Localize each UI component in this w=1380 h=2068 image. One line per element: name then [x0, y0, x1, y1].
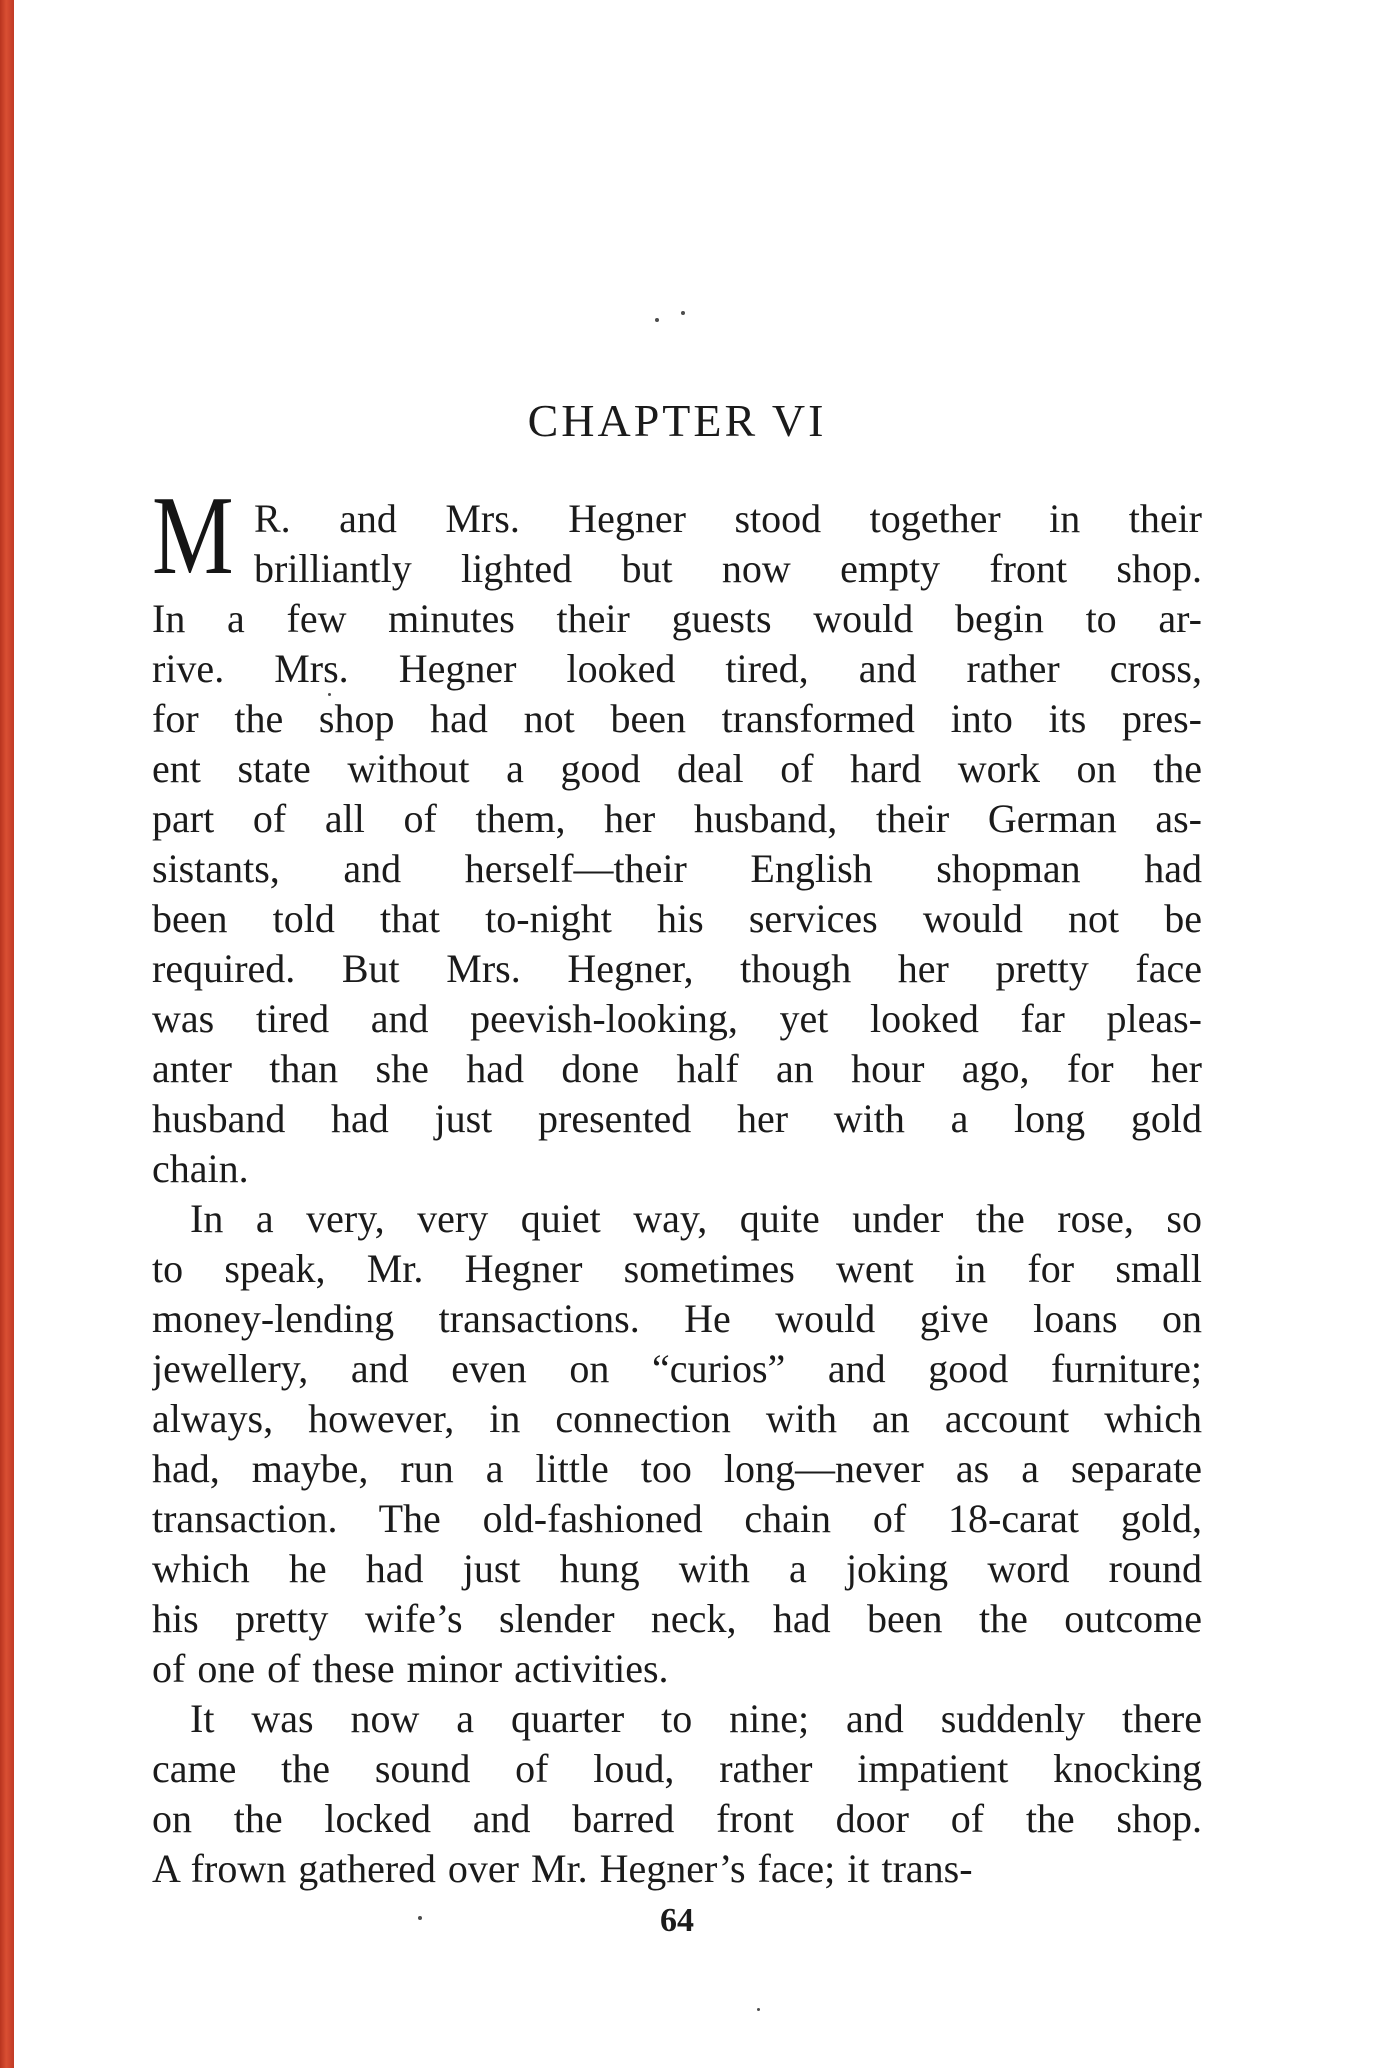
- text-line: In a few minutes their guests would begin to ar-: [152, 596, 1202, 641]
- text-line: was tired and peevish-looking, yet looked far pleas-: [152, 996, 1202, 1041]
- text-line: money-lending transactions. He would give loans on: [152, 1296, 1202, 1341]
- scan-speck: [757, 2008, 760, 2011]
- scan-speck: [328, 693, 331, 696]
- text-line: sistants, and herself—their English shopman had: [152, 846, 1202, 891]
- text-line: came the sound of loud, rather impatient knocking: [152, 1746, 1202, 1791]
- text-line: It was now a quarter to nine; and suddenly there: [190, 1696, 1202, 1741]
- scan-speck: [655, 318, 659, 322]
- text-line: always, however, in connection with an account which: [152, 1396, 1202, 1441]
- book-edge-strip: [0, 0, 14, 2068]
- scan-speck: [681, 311, 685, 315]
- text-line: jewellery, and even on “curios” and good furniture;: [152, 1346, 1202, 1391]
- text-line: husband had just presented her with a long gold: [152, 1096, 1202, 1141]
- scan-speck: [418, 1916, 422, 1920]
- text-line: In a very, very quiet way, quite under the rose, so: [190, 1196, 1202, 1241]
- text-line: brilliantly lighted but now empty front shop.: [254, 546, 1202, 591]
- text-line: chain.: [152, 1146, 249, 1191]
- text-line: rive. Mrs. Hegner looked tired, and rather cross,: [152, 646, 1202, 691]
- text-line: ent state without a good deal of hard work on the: [152, 746, 1202, 791]
- text-line: had, maybe, run a little too long—never as a separate: [152, 1446, 1202, 1491]
- text-line: part of all of them, her husband, their German as-: [152, 796, 1202, 841]
- text-line: of one of these minor activities.: [152, 1646, 669, 1691]
- text-line: A frown gathered over Mr. Hegner’s face; it trans-: [152, 1846, 973, 1891]
- text-line: on the locked and barred front door of the shop.: [152, 1796, 1202, 1841]
- chapter-heading: CHAPTER VI: [527, 395, 827, 446]
- text-line: for the shop had not been transformed into its pres-: [152, 696, 1202, 741]
- text-line: required. But Mrs. Hegner, though her pretty face: [152, 946, 1202, 991]
- text-line: R. and Mrs. Hegner stood together in their: [254, 496, 1202, 541]
- body-text-column: [152, 474, 1202, 1894]
- text-line: to speak, Mr. Hegner sometimes went in for small: [152, 1246, 1202, 1291]
- text-line: his pretty wife’s slender neck, had been the outcome: [152, 1596, 1202, 1641]
- text-line: anter than she had done half an hour ago, for her: [152, 1046, 1202, 1091]
- text-line: which he had just hung with a joking word round: [152, 1546, 1202, 1591]
- page-number: 64: [660, 1902, 694, 1939]
- text-line: been told that to-night his services would not be: [152, 896, 1202, 941]
- dropcap-letter: M: [152, 474, 234, 598]
- text-line: transaction. The old-fashioned chain of 18-carat gold,: [152, 1496, 1202, 1541]
